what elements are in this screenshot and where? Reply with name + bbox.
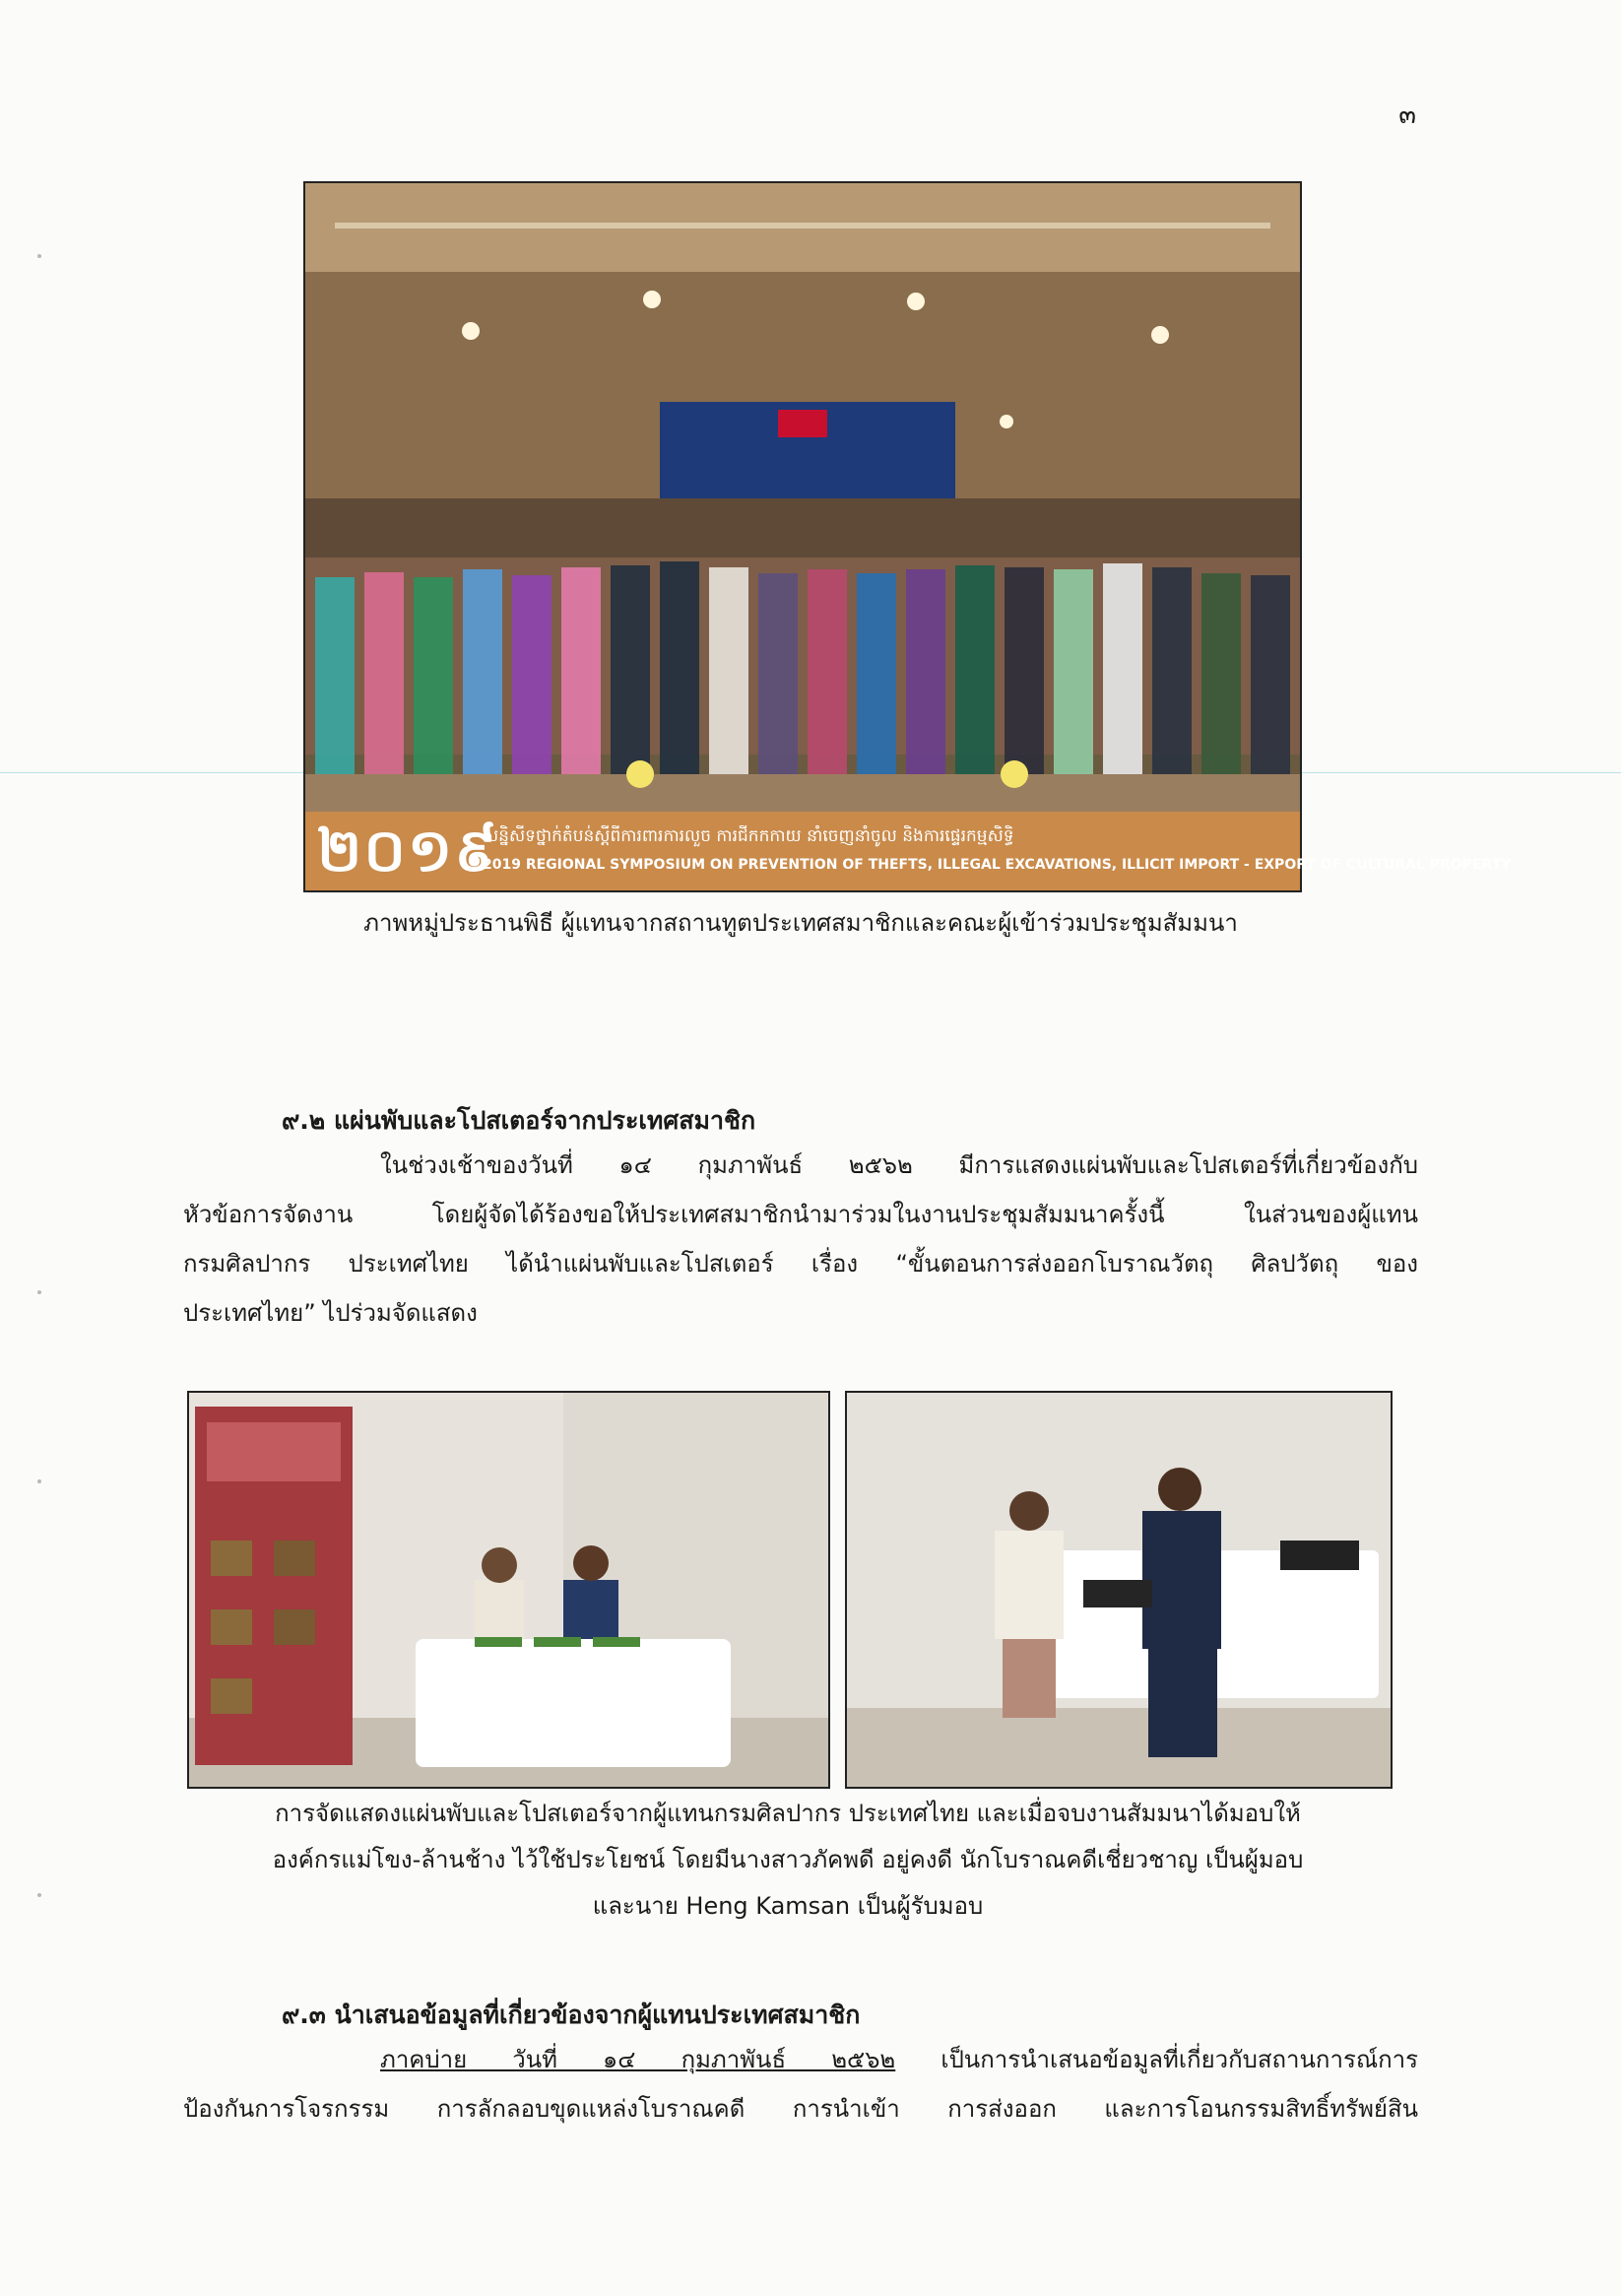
poster-display-image [189,1393,828,1787]
paragraph-text: เป็นการนำเสนอข้อมูลที่เกี่ยวกับสถานการณ์การ [895,2046,1418,2073]
section-paragraph [183,1141,1418,1338]
paragraph-line: ป้องกันการโจรกรรม การลักลอบขุดแหล่งโบราณคดี การนำเข้า การส่งออก และการโอนกรรมสิทธิ์ทรัพย์สิน [183,2095,1418,2123]
handover-image [847,1393,1391,1787]
paragraph-line: ในช่วงเช้าของวันที่ ๑๔ กุมภาพันธ์ ๒๕๖๒ มีการแสดงแผ่นพับและโปสเตอร์ที่เกี่ยวข้องกับ [380,1151,1418,1179]
section-paragraph [183,2035,1418,2133]
caption-line: การจัดแสดงแผ่นพับและโปสเตอร์จากผู้แทนกรมศิลปากร ประเทศไทย และเมื่อจบงานสัมมนาได้มอบให้ [275,1800,1301,1827]
section-heading: ๙.๒ แผ่นพับและโปสเตอร์จากประเทศสมาชิก [282,1106,756,1135]
banner-english-title: 2019 REGIONAL SYMPOSIUM ON PREVENTION OF THEFTS, ILLEGAL EXCAVATIONS, ILLICIT IMPORT - EXPORT OF CULTURAL PROPERTY [483,857,1512,873]
paragraph-line: กรมศิลปากร ประเทศไทย ได้นำแผ่นพับและโปสเตอร์ เรื่อง “ขั้นตอนการส่งออกโบราณวัตถุ ศิลปวัตถุ ของ [183,1250,1418,1278]
caption-line: องค์กรแม่โขง-ล้านช้าง ไว้ใช้ประโยชน์ โดยมีนางสาวภัคพดี อยู่คงดี นักโบราณคดีเชี่ยวชาญ เป็นผู้มอบ [272,1846,1304,1873]
photo-pair-caption [187,1791,1389,1930]
top-photo-caption: ภาพหมู่ประธานพิธี ผู้แทนจากสถานทูตประเทศสมาชิกและคณะผู้เข้าร่วมประชุมสัมมนา [363,909,1238,937]
group-photo-image [305,183,1300,890]
paragraph-line: หัวข้อการจัดงาน โดยผู้จัดได้ร้องขอให้ประเทศสมาชิกนำมาร่วมในงานประชุมสัมมนาครั้งนี้ ในส่วนของผู้แทน [183,1201,1418,1228]
section-heading: ๙.๓ นำเสนอข้อมูลที่เกี่ยวข้องจากผู้แทนประเทศสมาชิก [282,2001,861,2029]
edge-mark [37,1479,41,1483]
caption-line: และนาย Heng Kamsan เป็นผู้รับมอบ [592,1892,984,1920]
banner [305,812,1512,890]
underlined-date-text: ภาคบ่าย วันที่ ๑๔ กุมภาพันธ์ ๒๕๖๒ [380,2046,896,2073]
paragraph-line [183,2035,1418,2084]
edge-mark [37,1893,41,1897]
banner-year: ២០១៩ [317,817,498,886]
edge-mark [37,1290,41,1294]
edge-mark [37,254,41,258]
handover-photo [845,1391,1393,1789]
banner-khmer-title: សន្និសីទថ្នាក់តំបន់ស្តីពីការពារការលួច ការជីកកកាយ នាំចេញនាំចូល និងការផ្ទេរកម្មសិទ្ធិ [483,826,1014,846]
paragraph-line: ประเทศไทย” ไปร่วมจัดแสดง [183,1299,478,1327]
page-number: ๓ [1398,100,1416,130]
poster-display-photo [187,1391,830,1789]
group-photo [303,181,1512,892]
